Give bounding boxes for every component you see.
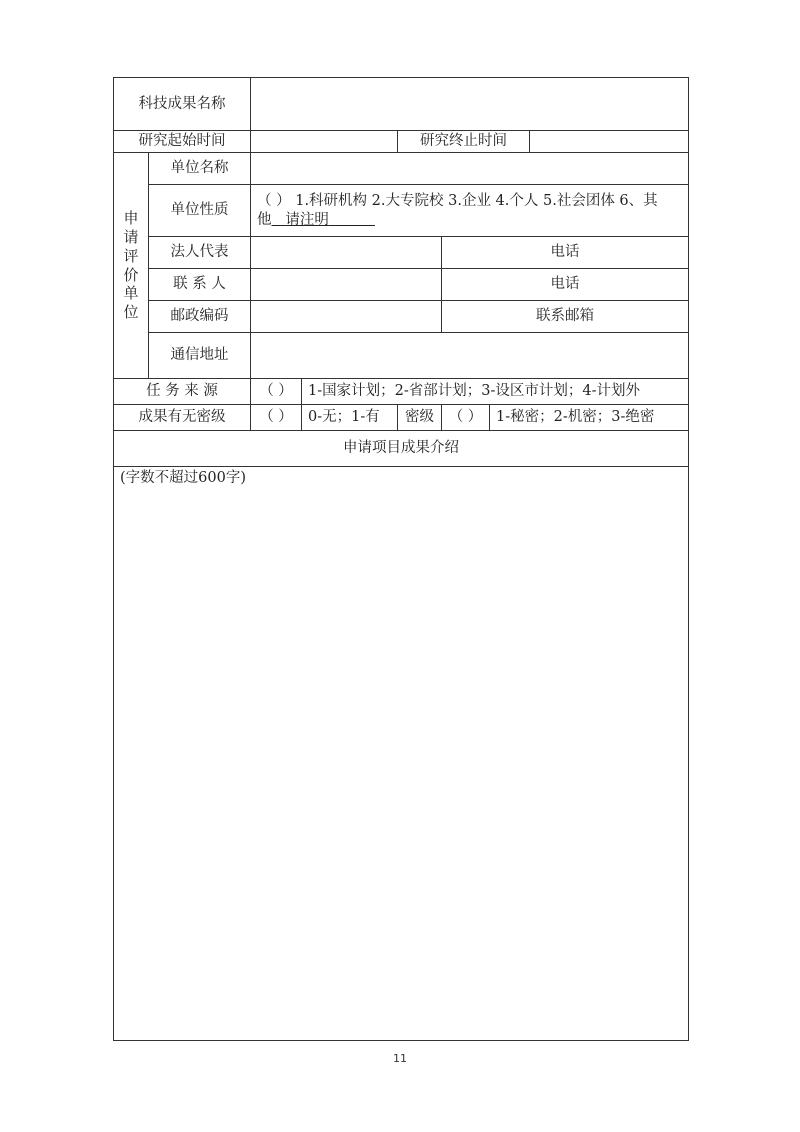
row-unit-nature	[114, 185, 689, 237]
row-task-source	[114, 379, 689, 405]
achievement-application-form	[113, 77, 689, 1041]
contact-field[interactable]	[251, 269, 442, 301]
row-contact	[114, 269, 689, 301]
address-field[interactable]	[251, 333, 689, 379]
research-end-field[interactable]	[530, 131, 689, 153]
unit-nature-other-blank[interactable]	[272, 212, 375, 228]
legal-rep-field[interactable]	[251, 237, 442, 269]
row-address	[114, 333, 689, 379]
phone-label: 电话	[442, 237, 689, 269]
research-start-label: 研究起始时间	[114, 131, 251, 153]
row-secret	[114, 405, 689, 431]
legal-rep-label: 法人代表	[149, 237, 251, 269]
vertical-char: 评	[123, 246, 139, 265]
contact-label: 联 系 人	[149, 269, 251, 301]
task-source-label: 任 务 来 源	[114, 379, 251, 405]
row-intro-body	[114, 467, 689, 1041]
unit-name-field[interactable]	[251, 153, 689, 185]
achievement-name-label: 科技成果名称	[114, 78, 251, 131]
intro-heading: 申请项目成果介绍	[114, 431, 689, 467]
email-label: 联系邮箱	[442, 301, 689, 333]
address-label: 通信地址	[149, 333, 251, 379]
unit-nature-field[interactable]	[251, 185, 689, 237]
applicant-unit-vertical-label	[114, 153, 149, 379]
unit-nature-label: 单位性质	[149, 185, 251, 237]
achievement-name-field[interactable]	[251, 78, 689, 131]
research-start-field[interactable]	[251, 131, 398, 153]
row-research-period	[114, 131, 689, 153]
vertical-char: 请	[123, 228, 139, 246]
task-source-options: 1-国家计划；2-省部计划；3-设区市计划；4-计划外	[302, 379, 689, 405]
page-number: 11	[393, 1052, 407, 1065]
unit-name-label: 单位名称	[149, 153, 251, 185]
row-intro-heading	[114, 431, 689, 467]
vertical-char: 位	[123, 303, 139, 321]
other-blank-hint: 请注明	[285, 211, 329, 228]
research-end-label: 研究终止时间	[398, 131, 530, 153]
row-postal-email	[114, 301, 689, 333]
task-source-choice[interactable]: （ ）	[251, 379, 302, 405]
intro-note: (字数不超过600字)	[120, 470, 246, 486]
secret-level-label: 密级	[398, 405, 442, 431]
postal-code-field[interactable]	[251, 301, 442, 333]
intro-text-area[interactable]	[114, 467, 689, 1041]
row-achievement-name	[114, 78, 689, 131]
secret-label: 成果有无密级	[114, 405, 251, 431]
secret-level-options: 1-秘密；2-机密；3-绝密	[490, 405, 689, 431]
row-legal-rep	[114, 237, 689, 269]
vertical-char: 单	[123, 284, 139, 303]
row-unit-name	[114, 153, 689, 185]
phone-label: 电话	[442, 269, 689, 301]
secret-choice[interactable]: （ ）	[251, 405, 302, 431]
vertical-char: 价	[123, 265, 139, 284]
vertical-char: 申	[123, 209, 139, 228]
secret-options: 0-无；1-有	[302, 405, 398, 431]
postal-code-label: 邮政编码	[149, 301, 251, 333]
unit-nature-options: （ ） 1.科研机构 2.大专院校 3.企业 4.个人 5.社会团体 6、其他	[257, 193, 658, 228]
secret-level-choice[interactable]: （ ）	[442, 405, 490, 431]
